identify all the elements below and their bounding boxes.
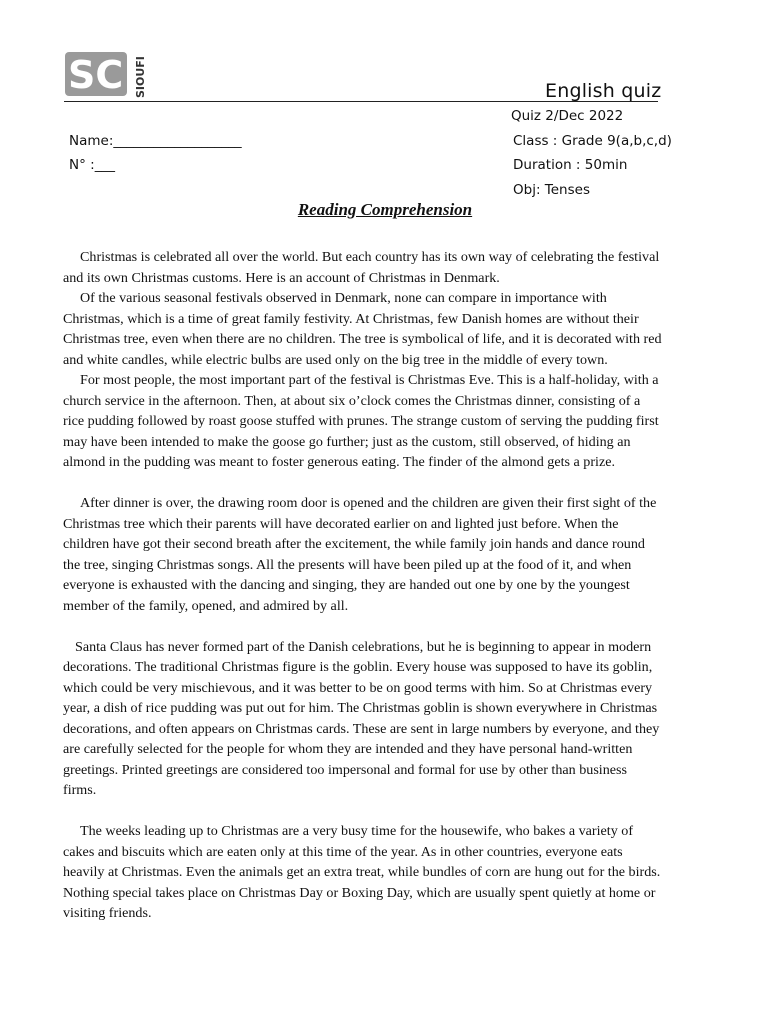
paragraph: Santa Claus has never formed part of the Danish celebrations, but he is beginning to appear in modern decorations. The traditional Christmas figure is the goblin. Every house was supposed to have its goblin, which could be very mischievous, and it was better to be on good terms with him. So at Christmas every year, a dish of rice pudding was put out for him. The Christmas goblin is shown everywhere in Christmas decorations, and often appears on Christmas cards. These are sent in large numbers by everyone, and they are carefully selected for the people for whom they are intended and they have personal hand-written greetings. Printed greetings are considered too impersonal and formal for use by other than business firms. <box>63 638 660 798</box>
paragraph: Of the various seasonal festivals observed in Denmark, none can compare in importance with Christmas, which is a time of great family festivity. At Christmas, few Danish homes are without their Christmas tree, even when there are no children. The tree is symbolical of life, and it is decorated with red and white candles, while electric bulbs are used only on the big tree in the middle of every town. <box>63 290 662 368</box>
logo-text: SC <box>68 53 124 97</box>
paragraph: After dinner is over, the drawing room door is opened and the children are given their first sight of the Christmas tree which their parents will have decorated earlier on and lighted just before. When the children have got their second breath after the excitement, the while family join hands and dance round the tree, singing Christmas songs. All the presents will have been piled up at the food of it, and when everyone is exhausted with the dancing and singing, they are handed out one by one by the youngest member of the family, opened, and admired by all. <box>63 495 657 614</box>
school-logo <box>65 48 155 100</box>
section-title: Reading Comprehension <box>297 200 473 219</box>
paragraph: The weeks leading up to Christmas are a very busy time for the housewife, who bakes a variety of cakes and biscuits which are eaten only at this time of the year. As in other countries, everyone eats heavily at Christmas. Even the animals get an extra treat, while bundles of corn are hung out for the birds. Nothing special takes place on Christmas Day or Boxing Day, which are usually spent quietly at home or visiting friends. <box>63 823 661 921</box>
name-field[interactable]: Name:___________________ <box>69 133 242 149</box>
duration-label: Duration : 50min <box>513 157 628 173</box>
quiz-title: English quiz <box>545 80 662 102</box>
quiz-number: Quiz 2/Dec 2022 <box>511 108 624 124</box>
logo-subtext: SIOUFI <box>134 56 147 98</box>
number-field[interactable]: N° :___ <box>69 157 115 173</box>
reading-passage <box>63 247 663 924</box>
paragraph: For most people, the most important part of the festival is Christmas Eve. This is a half-holiday, with a church service in the afternoon. Then, at about six o’clock comes the Christmas dinner, consisting of a rice pudding followed by roast goose stuffed with prunes. The strange custom of serving the pudding first may have been intended to make the goose go further; just as the custom, still observed, of hiding an almond in the pudding was meant to foster generous eating. The finder of the almond gets a prize. <box>63 372 659 470</box>
class-label: Class : Grade 9(a,b,c,d) <box>513 133 672 149</box>
objective-label: Obj: Tenses <box>513 182 590 198</box>
paragraph: Christmas is celebrated all over the world. But each country has its own way of celebrating the festival and its own Christmas customs. Here is an account of Christmas in Denmark. <box>63 249 660 286</box>
